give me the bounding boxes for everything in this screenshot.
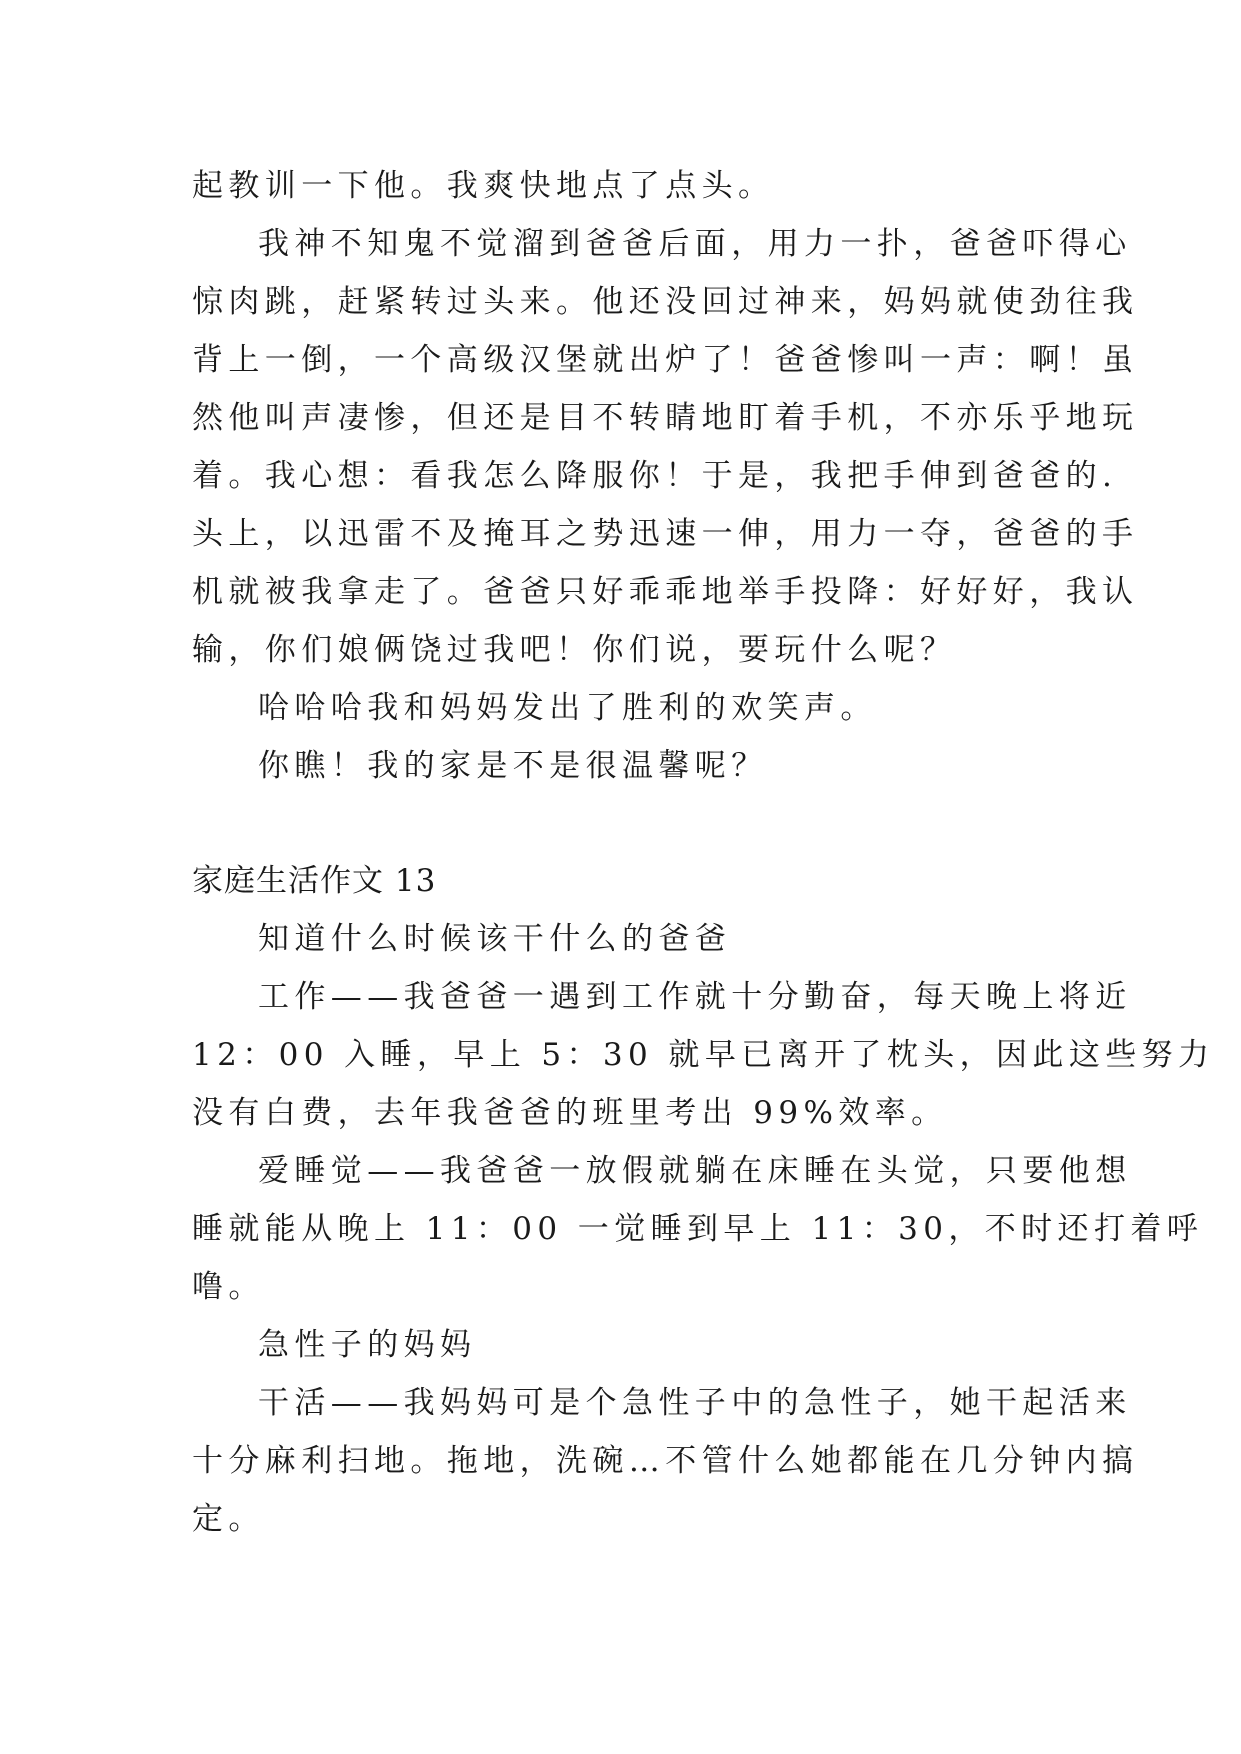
paragraph-line: 起教训一下他。我爽快地点了点头。 — [192, 168, 775, 204]
paragraph-line: 十分麻利扫地。拖地，洗碗…不管什么她都能在几分钟内搞 — [192, 1443, 1139, 1479]
paragraph-line: 噜。 — [192, 1269, 265, 1305]
paragraph-line: 你瞧！我的家是不是很温馨呢？ — [258, 748, 768, 784]
paragraph-line: 机就被我拿走了。爸爸只好乖乖地举手投降：好好好，我认 — [192, 574, 1139, 610]
subheading: 知道什么时候该干什么的爸爸 — [258, 921, 732, 957]
paragraph-line: 睡就能从晚上 11：00 一觉睡到早上 11：30，不时还打着呼 — [192, 1211, 1204, 1247]
paragraph-line: 惊肉跳，赶紧转过头来。他还没回过神来，妈妈就使劲往我 — [192, 284, 1139, 320]
paragraph-line: 我神不知鬼不觉溜到爸爸后面，用力一扑，爸爸吓得心 — [258, 226, 1132, 262]
paragraph-line: 背上一倒，一个高级汉堡就出炉了！爸爸惨叫一声：啊！虽 — [192, 342, 1139, 378]
paragraph-line: 着。我心想：看我怎么降服你！于是，我把手伸到爸爸的. — [192, 458, 1118, 494]
paragraph-line: 头上，以迅雷不及掩耳之势迅速一伸，用力一夺，爸爸的手 — [192, 516, 1139, 552]
paragraph-line: 工作——我爸爸一遇到工作就十分勤奋，每天晚上将近 — [258, 979, 1132, 1015]
paragraph-line: 干活——我妈妈可是个急性子中的急性子，她干起活来 — [258, 1385, 1132, 1421]
paragraph-line: 12：00 入睡，早上 5：30 就早已离开了枕头，因此这些努力 — [192, 1037, 1215, 1073]
paragraph-line: 爱睡觉——我爸爸一放假就躺在床睡在头觉，只要他想 — [258, 1153, 1132, 1189]
section-title: 家庭生活作文 13 — [192, 863, 437, 899]
paragraph-line: 哈哈哈我和妈妈发出了胜利的欢笑声。 — [258, 690, 877, 726]
subheading: 急性子的妈妈 — [258, 1327, 477, 1363]
paragraph-line: 然他叫声凄惨，但还是目不转睛地盯着手机，不亦乐乎地玩 — [192, 400, 1139, 436]
paragraph-line: 没有白费，去年我爸爸的班里考出 99%效率。 — [192, 1095, 948, 1131]
paragraph-line: 输，你们娘俩饶过我吧！你们说，要玩什么呢？ — [192, 632, 957, 668]
paragraph-line: 定。 — [192, 1501, 265, 1537]
